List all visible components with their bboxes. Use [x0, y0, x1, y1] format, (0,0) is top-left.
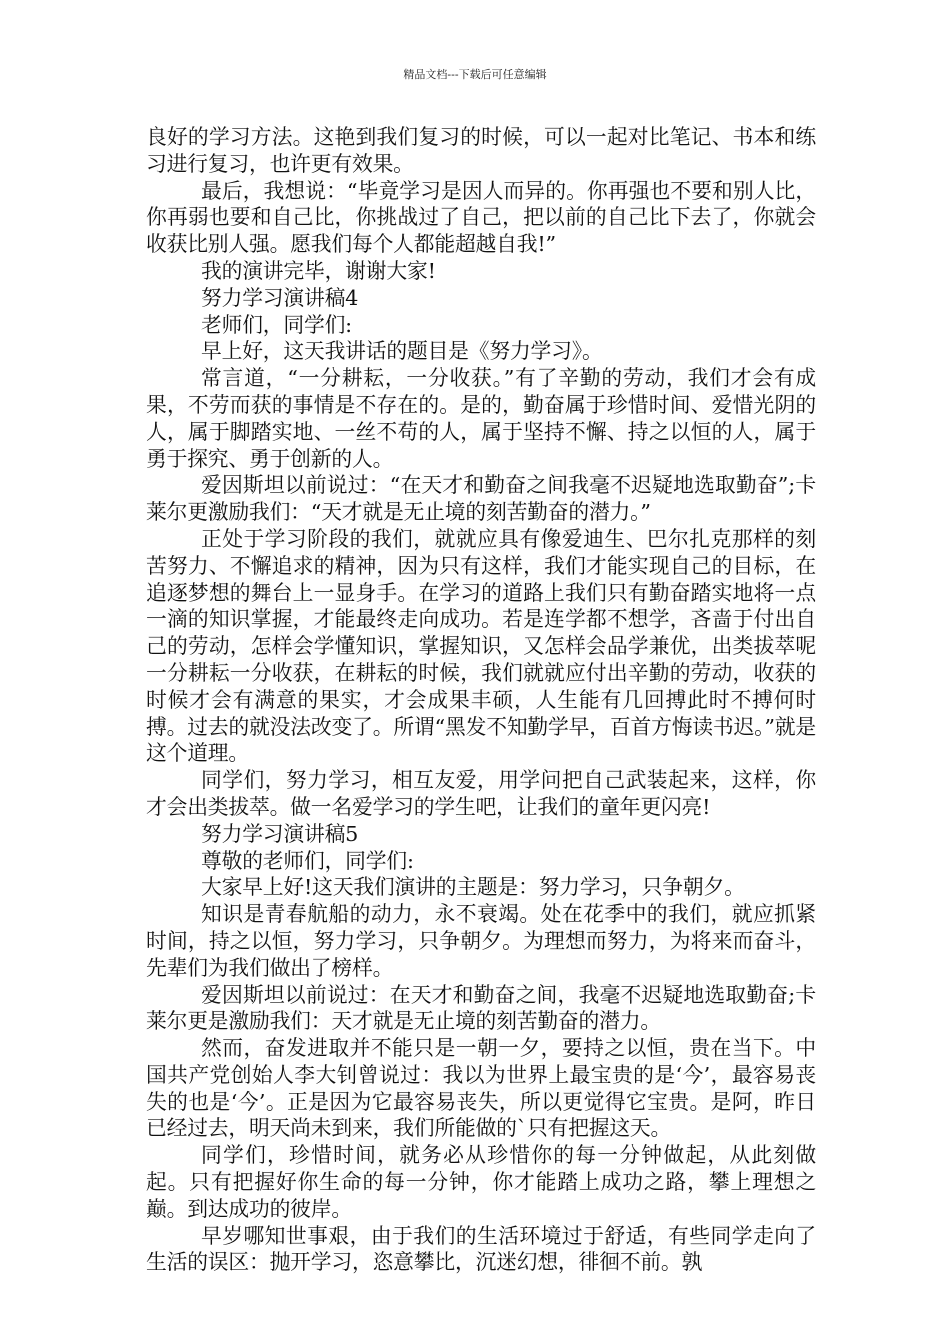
- paragraph: 我的演讲完毕，谢谢大家!: [201, 258, 436, 283]
- paragraph: 正处于学习阶段的我们，就就应具有像爱迪生、巴尔扎克那样的刻苦努力、不懈追求的精神，因为只有这样，我们才能实现自己的目标，在追逐梦想的舞台上一显身手。在学习的道路上我们只有勤奋踏实地将一点一滴的知识掌握，才能最终走向成功。若是连学都不想学，吝啬于付出自己的劳动，怎样会学懂知识，掌握知识，又怎样会品学兼优，出类拔萃呢一分耕耘一分收获，在耕耘的时候，我们就就应付出辛勤的劳动，收获的时候才会有满意的果实，才会成果丰硕，人生能有几回搏此时不搏何时搏。过去的就没法改变了。所谓“黑发不知勤学早，百首方悔读书迟。”就是这个道理。: [146, 526, 816, 766]
- section-heading: 努力学习演讲稿5: [201, 821, 359, 846]
- paragraph: 爱因斯坦以前说过：“在天才和勤奋之间我毫不迟疑地选取勤奋”;卡莱尔更激励我们：“天才就是无止境的刻苦勤奋的潜力。”: [146, 473, 816, 525]
- section-heading: 努力学习演讲稿4: [201, 285, 359, 310]
- paragraph: 早上好，这天我讲话的题目是《努力学习》。: [201, 339, 603, 364]
- salutation: 尊敬的老师们，同学们:: [201, 848, 414, 873]
- paragraph: 知识是青春航船的动力，永不衰竭。处在花季中的我们，就应抓紧时间，持之以恒，努力学习，只争朝夕。为理想而努力，为将来而奋斗，先辈们为我们做出了榜样。: [146, 902, 816, 980]
- paragraph: 同学们，珍惜时间，就务必从珍惜你的每一分钟做起，从此刻做起。只有把握好你生命的每一分钟，你才能踏上成功之路，攀上理想之巅。到达成功的彼岸。: [146, 1143, 816, 1221]
- paragraph: 同学们，努力学习，相互友爱，用学问把自己武装起来，这样，你才会出类拔萃。做一名爱学习的学生吧，让我们的童年更闪亮!: [146, 768, 816, 819]
- document-body: [146, 124, 816, 1276]
- page-header: 精品文档---下载后可任意编辑: [403, 68, 547, 81]
- paragraph: 早岁哪知世事艰，由于我们的生活环境过于舒适，有些同学走向了生活的误区：抛开学习，恣意攀比，沉迷幻想，徘徊不前。孰: [146, 1223, 816, 1275]
- paragraph: 然而，奋发进取并不能只是一朝一夕，要持之以恒，贵在当下。中国共产党创始人李大钊曾说过：我以为世界上最宝贵的是‘今’，最容易丧失的也是‘今’。正是因为它最容易丧失，所以更觉得它宝贵。是阿，昨日已经过去，明天尚未到来，我们所能做的`只有把握这天。: [146, 1036, 816, 1141]
- paragraph: 最后，我想说：“毕竟学习是因人而异的。你再强也不要和别人比，你再弱也要和自己比，你挑战过了自己，把以前的自己比下去了，你就会收获比别人强。愿我们每个人都能超越自我!”: [146, 178, 816, 257]
- paragraph: 良好的学习方法。这艳到我们复习的时候，可以一起对比笔记、书本和练习进行复习，也许更有效果。: [146, 125, 816, 176]
- paragraph: 爱因斯坦以前说过：在天才和勤奋之间，我毫不迟疑地选取勤奋;卡莱尔更是激励我们：天才就是无止境的刻苦勤奋的潜力。: [146, 982, 816, 1034]
- salutation: 老师们，同学们:: [201, 312, 352, 337]
- paragraph: 常言道，“一分耕耘，一分收获。”有了辛勤的劳动，我们才会有成果，不劳而获的事情是不存在的。是的，勤奋属于珍惜时间、爱惜光阴的人，属于脚踏实地、一丝不苟的人，属于坚持不懈、持之以恒的人，属于勇于探究、勇于创新的人。: [146, 366, 816, 471]
- paragraph: 大家早上好!这天我们演讲的主题是：努力学习，只争朝夕。: [201, 875, 745, 900]
